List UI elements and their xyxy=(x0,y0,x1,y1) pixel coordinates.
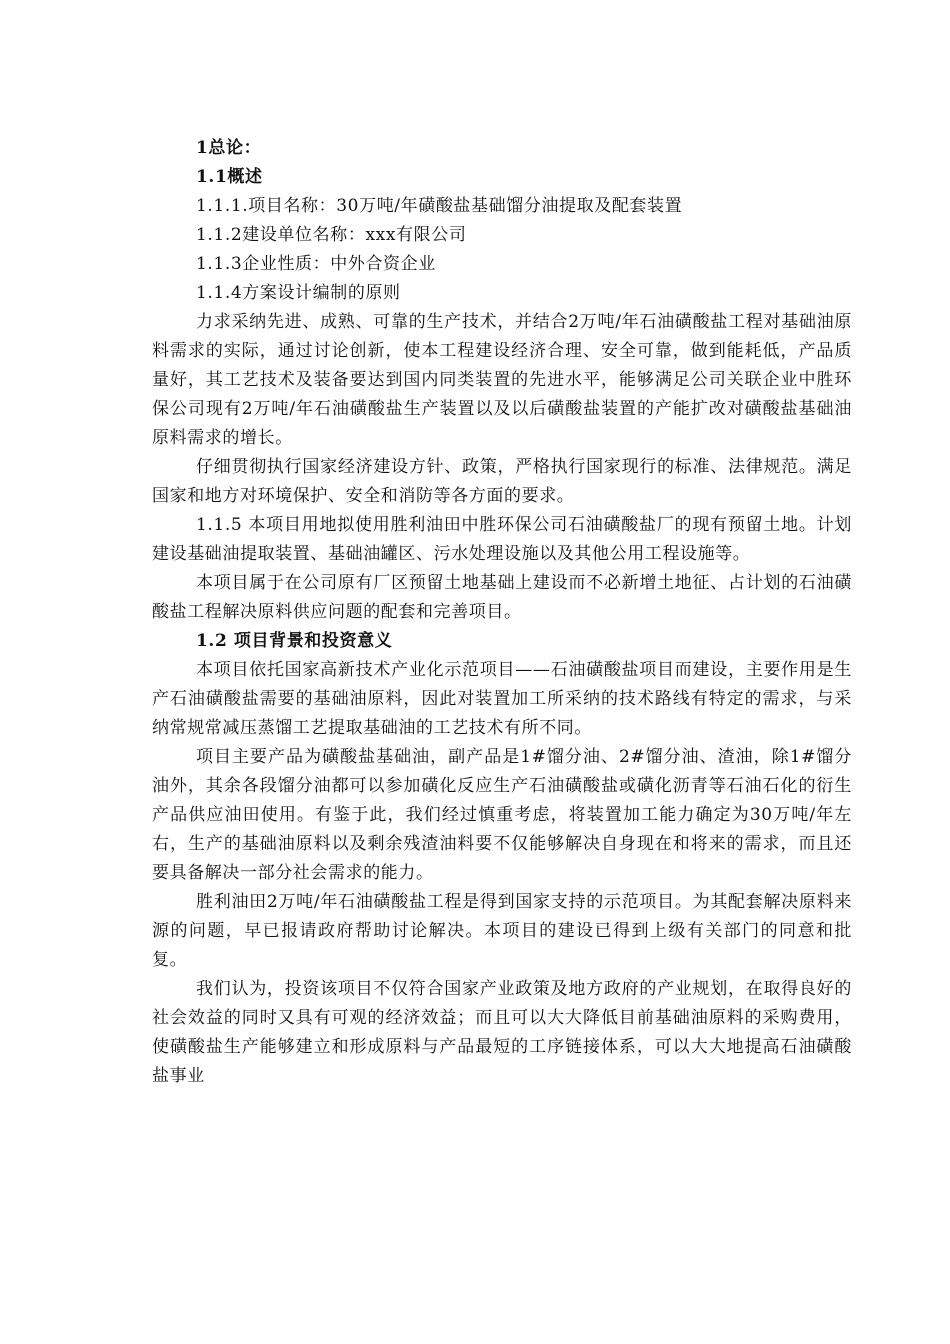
section-heading-1-2: 1.2 项目背景和投资意义 xyxy=(196,631,393,651)
paragraph-text: 本项目属于在公司原有厂区预留土地基础上建设而不必新增土地征、占计划的石油磺酸盐工程解决原料供应问题的配套和完善项目。 xyxy=(152,573,852,622)
document-page xyxy=(152,134,852,1091)
item-project-name: 1.1.1.项目名称：30万吨/年磺酸盐基础馏分油提取及配套装置 xyxy=(196,196,683,216)
paragraph-1-1-5 xyxy=(152,511,852,569)
paragraph-text: 力求采纳先进、成熟、可靠的生产技术，并结合2万吨/年石油磺酸盐工程对基础油原料需求的实际，通过讨论创新，使本工程建设经济合理、安全可靠，做到能耗低，产品质量好，其工艺技术及装备要达到国内同类装置的先进水平，能够满足公司关联企业中胜环保公司现有2万吨/年石油磺酸盐生产装置以及以后磺酸盐装置的产能扩改对磺酸盐基础油原料需求的增长。 xyxy=(152,312,852,448)
item-builder-name: 1.1.2建设单位名称：xxx有限公司 xyxy=(196,225,467,245)
paragraph-background-3 xyxy=(152,888,852,975)
paragraph-text: 1.1.5 本项目用地拟使用胜利油田中胜环保公司石油磺酸盐厂的现有预留土地。计划建设基础油提取装置、基础油罐区、污水处理设施以及其他公用工程设施等。 xyxy=(152,515,852,564)
section-heading-1: 1总论： xyxy=(196,138,262,158)
paragraph-principle-2 xyxy=(152,453,852,511)
item-design-principles: 1.1.4方案设计编制的原则 xyxy=(196,283,401,303)
paragraph-background-1 xyxy=(152,656,852,743)
paragraph-principle-1 xyxy=(152,308,852,453)
paragraph-background-2 xyxy=(152,743,852,888)
paragraph-background-4 xyxy=(152,975,852,1091)
section-heading-1-1: 1.1概述 xyxy=(196,167,263,187)
paragraph-land xyxy=(152,569,852,627)
paragraph-text: 项目主要产品为磺酸盐基础油，副产品是1#馏分油、2#馏分油、渣油，除1#馏分油外，其余各段馏分油都可以参加磺化反应生产石油磺酸盐或磺化沥青等石油石化的衍生产品供应油田使用。有鉴于此，我们经过慎重考虑，将装置加工能力确定为30万吨/年左右，生产的基础油原料以及剩余残渣油料要不仅能够解决自身现在和将来的需求，而且还要具备解决一部分社会需求的能力。 xyxy=(152,747,852,883)
paragraph-text: 胜利油田2万吨/年石油磺酸盐工程是得到国家支持的示范项目。为其配套解决原料来源的问题，早已报请政府帮助讨论解决。本项目的建设已得到上级有关部门的同意和批复。 xyxy=(152,892,852,970)
paragraph-text: 本项目依托国家高新技术产业化示范项目——石油磺酸盐项目而建设，主要作用是生产石油磺酸盐需要的基础油原料，因此对装置加工所采纳的技术路线有特定的需求，与采纳常规常减压蒸馏工艺提取基础油的工艺技术有所不同。 xyxy=(152,660,852,738)
paragraph-text: 仔细贯彻执行国家经济建设方针、政策，严格执行国家现行的标准、法律规范。满足国家和地方对环境保护、安全和消防等各方面的要求。 xyxy=(152,457,852,506)
item-enterprise-type: 1.1.3企业性质：中外合资企业 xyxy=(196,254,436,274)
paragraph-text: 我们认为，投资该项目不仅符合国家产业政策及地方政府的产业规划，在取得良好的社会效益的同时又具有可观的经济效益；而且可以大大降低目前基础油原料的采购费用，使磺酸盐生产能够建立和形成原料与产品最短的工序链接体系，可以大大地提高石油磺酸盐事业 xyxy=(152,979,852,1086)
